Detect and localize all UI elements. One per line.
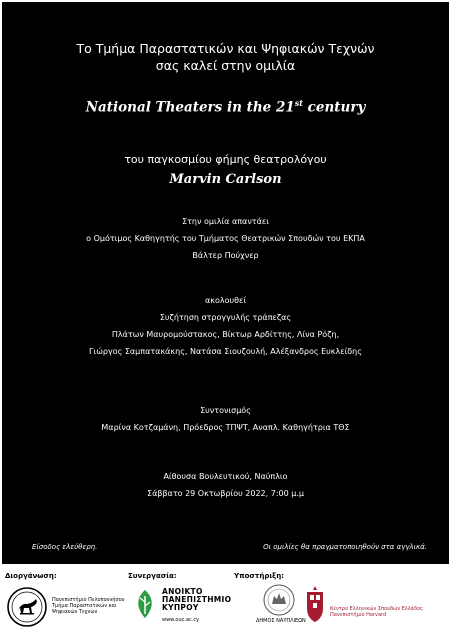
respondent-block: [2, 213, 449, 264]
lecture-title-end: century: [302, 99, 366, 116]
inviter-block: [2, 40, 449, 74]
follows-heading: ακολουθεί: [204, 296, 247, 305]
organizer-text-line-3: Ψηφιακών Τεχνών: [52, 609, 98, 615]
university-of-peloponnese-logo-icon: [6, 586, 48, 628]
harvard-line-2: Πανεπιστήμιο Harvard: [330, 612, 387, 618]
respondent-heading: Στην ομιλία απαντάει: [182, 217, 269, 226]
venue-block: [2, 468, 449, 502]
venue: Αίθουσα Βουλευτικού, Ναύπλιο: [163, 472, 288, 481]
ouc-name: [162, 588, 231, 612]
lecture-title: [2, 98, 449, 116]
organizer-text: [52, 597, 125, 615]
speaker-descriptor: του παγκοσμίου φήμης θεατρολόγου: [124, 153, 327, 166]
cooperation-label: Συνεργασία:: [128, 572, 177, 580]
respondent-name: Βάλτερ Πούχνερ: [192, 251, 259, 260]
harvard-line-1: Κέντρο Ελληνικών Σπουδών Ελλάδος: [330, 606, 424, 612]
coordination-heading: Συντονισμός: [200, 406, 251, 415]
lecture-title-main: National Theaters in the 21: [85, 99, 295, 116]
harvard-chs-logo-icon: [304, 584, 326, 630]
inviter-line-2: σας καλεί στην ομιλία: [155, 58, 296, 73]
roundtable-block: [2, 292, 449, 360]
harvard-text: [330, 606, 423, 618]
ouc-line-3: ΚΥΠΡΟΥ: [162, 603, 199, 612]
ouc-line-1: ΑΝΟΙΚΤΟ: [162, 587, 203, 596]
free-entry-note: Είσοδος ελεύθερη.: [32, 543, 98, 551]
coordinator: Μαρίνα Κοτζαμάνη, Πρόεδρος ΤΠΨΤ, Αναπλ. Καθηγήτρια ΤΘΣ: [101, 423, 350, 432]
language-note: Οι ομιλίες θα πραγματοποιηθούν στα αγγλικά.: [263, 543, 427, 551]
coordination-block: [2, 402, 449, 436]
speaker-name: Marvin Carlson: [169, 172, 282, 187]
sponsors-footer: [0, 566, 451, 643]
event-datetime: Σάββατο 29 Οκτωβρίου 2022, 7:00 μ.μ: [147, 489, 304, 498]
nafplio-text: ΔΗΜΟΣ ΝΑΥΠΛΙΕΩΝ: [256, 618, 306, 624]
open-university-cyprus-logo-icon: [132, 588, 158, 620]
organizer-label: Διοργάνωση:: [5, 572, 57, 580]
roundtable-heading: Συζήτηση στρογγυλής τράπεζας: [159, 313, 292, 322]
organizer-text-line-2: Τμήμα Παραστατικών και: [52, 603, 117, 609]
inviter-line-1: Το Τμήμα Παραστατικών και Ψηφιακών Τεχνών: [76, 41, 375, 56]
organizer-text-line-1: Πανεπιστήμιο Πελοποννήσου: [52, 597, 125, 603]
roundtable-line-2: Γιώργος Σαμπατακάκης, Νατάσα Σιουζουλή, Αλέξανδρος Ευκλείδης: [89, 347, 362, 356]
roundtable-line-1: Πλάτων Μαυρομούστακος, Βίκτωρ Αρδίττης, Λίνα Ρόζη,: [111, 330, 340, 339]
respondent-role: ο Ομότιμος Καθηγητής του Τμήματος Θεατρικών Σπουδών του ΕΚΠΑ: [86, 234, 365, 243]
ouc-url: www.ouc.ac.cy: [162, 617, 200, 623]
lecture-title-sup: st: [294, 98, 303, 108]
ouc-line-2: ΠΑΝΕΠΙΣΤΗΜΙΟ: [162, 595, 232, 604]
lecture-poster: [2, 2, 449, 564]
support-label: Υποστήριξη:: [234, 572, 284, 580]
